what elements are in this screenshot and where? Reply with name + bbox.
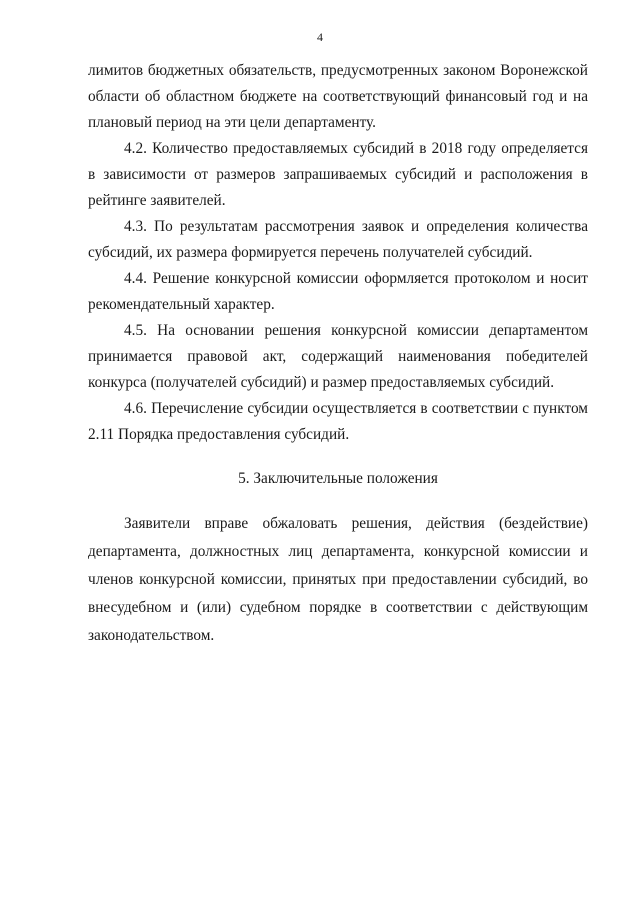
paragraph-4-5: 4.5. На основании решения конкурсной комиссии департаментом принимается правовой акт, содержащий наименования победителей конкурса (получателей субсидий) и размер предоставляемых субсидий. <box>88 322 588 391</box>
paragraph-4-4: 4.4. Решение конкурсной комиссии оформляется протоколом и носит рекомендательный характер. <box>88 270 588 313</box>
paragraph-4-2: 4.2. Количество предоставляемых субсидий в 2018 году определяется в зависимости от размеров запрашиваемых субсидий и расположения в рейтинге заявителей. <box>88 140 588 209</box>
paragraph-continuation: лимитов бюджетных обязательств, предусмотренных законом Воронежской области об областном бюджете на соответствующий финансовый год и на плановый период на эти цели департаменту. <box>88 62 588 131</box>
section-heading: 5. Заключительные положения <box>238 470 438 487</box>
paragraph-4-3: 4.3. По результатам рассмотрения заявок и определения количества субсидий, их размера формируется перечень получателей субсидий. <box>88 218 588 261</box>
document-body <box>88 58 588 650</box>
final-paragraph: Заявители вправе обжаловать решения, действия (бездействие) департамента, должностных лиц департамента, конкурсной комиссии и членов конкурсной комиссии, принятых при предоставлении субсидий, во внесудебном и (или) судебном порядке в соответствии с действующим законодательством. <box>88 515 588 644</box>
page-number: 4 <box>317 30 323 44</box>
paragraph-4-6: 4.6. Перечисление субсидии осуществляется в соответствии с пунктом 2.11 Порядка предоставления субсидий. <box>88 400 588 443</box>
